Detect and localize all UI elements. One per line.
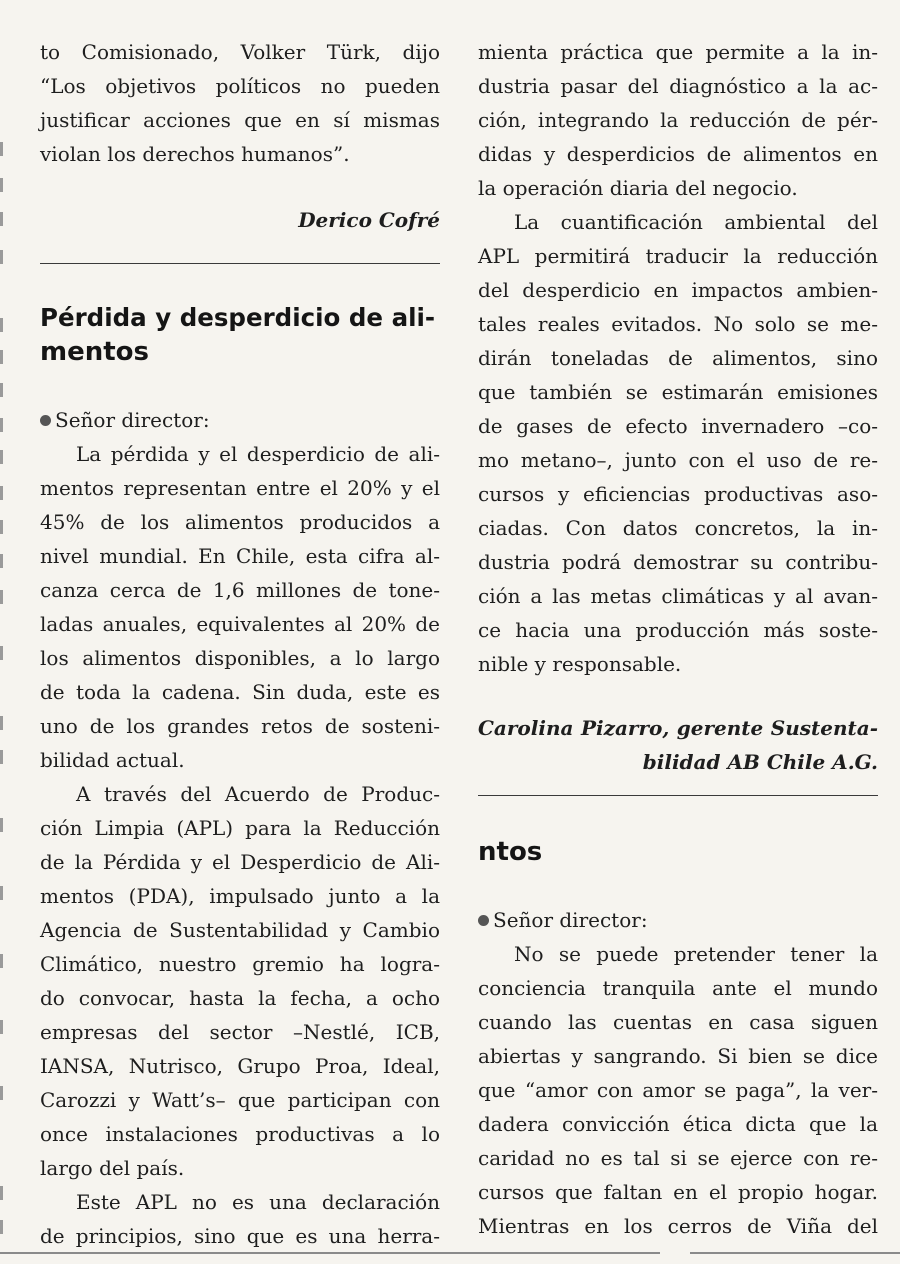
- edge-mark: [0, 750, 3, 764]
- text-line: once instalaciones productivas a lo: [40, 1122, 440, 1146]
- text-line: la operación diaria del negocio.: [478, 176, 798, 200]
- text-line: abiertas y sangrando. Si bien se dice: [478, 1044, 878, 1068]
- edge-mark: [0, 1220, 3, 1234]
- text-line: justificar acciones que en sí mismas: [40, 108, 440, 132]
- text-line: dustria podrá demostrar su contribu-: [478, 550, 878, 574]
- edge-mark: [0, 818, 3, 832]
- text-line: canza cerca de 1,6 millones de tone-: [40, 578, 440, 602]
- edge-mark: [0, 318, 3, 332]
- section-divider: [478, 795, 878, 796]
- edge-mark: [0, 250, 3, 264]
- edge-mark: [0, 590, 3, 604]
- bullet-icon: [40, 415, 51, 426]
- text-line: APL permitirá traducir la reducción: [478, 244, 878, 268]
- text-line: uno de los grandes retos de sosteni-: [40, 714, 440, 738]
- edge-mark: [0, 1020, 3, 1034]
- text-line: del desperdicio en impactos ambien-: [478, 278, 878, 302]
- text-line: dadera convicción ética dicta que la: [478, 1112, 878, 1136]
- text-line: nivel mundial. En Chile, esta cifra al-: [40, 544, 440, 568]
- section-divider: [40, 263, 440, 264]
- text-line: mo metano–, junto con el uso de re-: [478, 448, 878, 472]
- text-line: cursos y eficiencias productivas aso-: [478, 482, 878, 506]
- edge-mark: [0, 554, 3, 568]
- edge-mark: [0, 954, 3, 968]
- text-line: mentos (PDA), impulsado junto a la: [40, 884, 440, 908]
- letter-signature: Carolina Pizarro, gerente Sustenta-: [478, 716, 878, 740]
- salutation: [478, 904, 878, 937]
- text-line: ción a las metas climáticas y al avan-: [478, 584, 878, 608]
- text-line: nible y responsable.: [478, 652, 682, 676]
- text-line: los alimentos disponibles, a lo largo: [40, 646, 440, 670]
- text-line: conciencia tranquila ante el mundo: [478, 976, 878, 1000]
- text-line: que también se estimarán emisiones: [478, 380, 878, 404]
- edge-mark: [0, 450, 3, 464]
- edge-mark: [0, 350, 3, 364]
- letter-headline: mentos: [40, 337, 150, 367]
- text-line: tales reales evitados. No solo se me-: [478, 312, 878, 336]
- edge-mark: [0, 178, 3, 192]
- text-line: La pérdida y el desperdicio de ali-: [76, 442, 440, 466]
- salutation-text: Señor director:: [55, 408, 210, 432]
- text-line: A través del Acuerdo de Produc-: [76, 782, 440, 806]
- letter-headline: Pérdida y desperdicio de ali-: [40, 303, 436, 332]
- salutation: [40, 404, 440, 437]
- edge-mark: [0, 1086, 3, 1100]
- edge-mark: [0, 486, 3, 500]
- salutation-text: Señor director:: [493, 908, 648, 932]
- text-line: Climático, nuestro gremio ha logra-: [40, 952, 440, 976]
- text-line: do convocar, hasta la fecha, a ocho: [40, 986, 440, 1010]
- text-line: Agencia de Sustentabilidad y Cambio: [40, 918, 440, 942]
- text-line: violan los derechos humanos”.: [40, 142, 350, 166]
- edge-mark: [0, 383, 3, 397]
- edge-mark: [0, 646, 3, 660]
- edge-mark: [0, 520, 3, 534]
- page-bottom-rule: [690, 1252, 900, 1254]
- text-line: Carozzi y Watt’s– que participan con: [40, 1088, 440, 1112]
- text-line: No se puede pretender tener la: [514, 942, 878, 966]
- text-line: Este APL no es una declaración: [76, 1190, 440, 1214]
- text-line: cursos que faltan en el propio hogar.: [478, 1180, 878, 1204]
- text-line: caridad no es tal si se ejerce con re-: [478, 1146, 878, 1170]
- edge-mark: [0, 886, 3, 900]
- letter-signature: bilidad AB Chile A.G.: [642, 750, 878, 774]
- edge-mark: [0, 418, 3, 432]
- edge-mark: [0, 212, 3, 226]
- text-line: bilidad actual.: [40, 748, 185, 772]
- letter-signature: Derico Cofré: [298, 208, 440, 232]
- text-line: 45% de los alimentos producidos a: [40, 510, 440, 534]
- text-line: to Comisionado, Volker Türk, dijo: [40, 40, 440, 64]
- text-line: ción, integrando la reducción de pér-: [478, 108, 878, 132]
- text-line: ladas anuales, equivalentes al 20% de: [40, 612, 440, 636]
- left-edge-marks: [0, 0, 8, 1264]
- text-line: dustria pasar del diagnóstico a la ac-: [478, 74, 878, 98]
- text-line: mentos representan entre el 20% y el: [40, 476, 440, 500]
- edge-mark: [0, 142, 3, 156]
- edge-mark: [0, 716, 3, 730]
- text-line: que “amor con amor se paga”, la ver-: [478, 1078, 878, 1102]
- text-line: dirán toneladas de alimentos, sino: [478, 346, 878, 370]
- text-line: mienta práctica que permite a la in-: [478, 40, 878, 64]
- text-line: de gases de efecto invernadero –co-: [478, 414, 878, 438]
- text-line: cuando las cuentas en casa siguen: [478, 1010, 878, 1034]
- text-line: largo del país.: [40, 1156, 185, 1180]
- page-bottom-rule: [0, 1252, 660, 1254]
- text-line: ción Limpia (APL) para la Reducción: [40, 816, 440, 840]
- text-line: ce hacia una producción más soste-: [478, 618, 878, 642]
- text-line: IANSA, Nutrisco, Grupo Proa, Ideal,: [40, 1054, 440, 1078]
- letter-headline: ntos: [478, 837, 543, 867]
- edge-mark: [0, 1186, 3, 1200]
- text-line: empresas del sector –Nestlé, ICB,: [40, 1020, 440, 1044]
- text-line: de principios, sino que es una herra-: [40, 1224, 440, 1248]
- text-line: de toda la cadena. Sin duda, este es: [40, 680, 440, 704]
- text-line: de la Pérdida y el Desperdicio de Ali-: [40, 850, 440, 874]
- text-line: La cuantificación ambiental del: [514, 210, 878, 234]
- text-line: didas y desperdicios de alimentos en: [478, 142, 878, 166]
- text-line: ciadas. Con datos concretos, la in-: [478, 516, 878, 540]
- bullet-icon: [478, 915, 489, 926]
- text-line: Mientras en los cerros de Viña del: [478, 1214, 878, 1238]
- text-line: “Los objetivos políticos no pueden: [40, 74, 440, 98]
